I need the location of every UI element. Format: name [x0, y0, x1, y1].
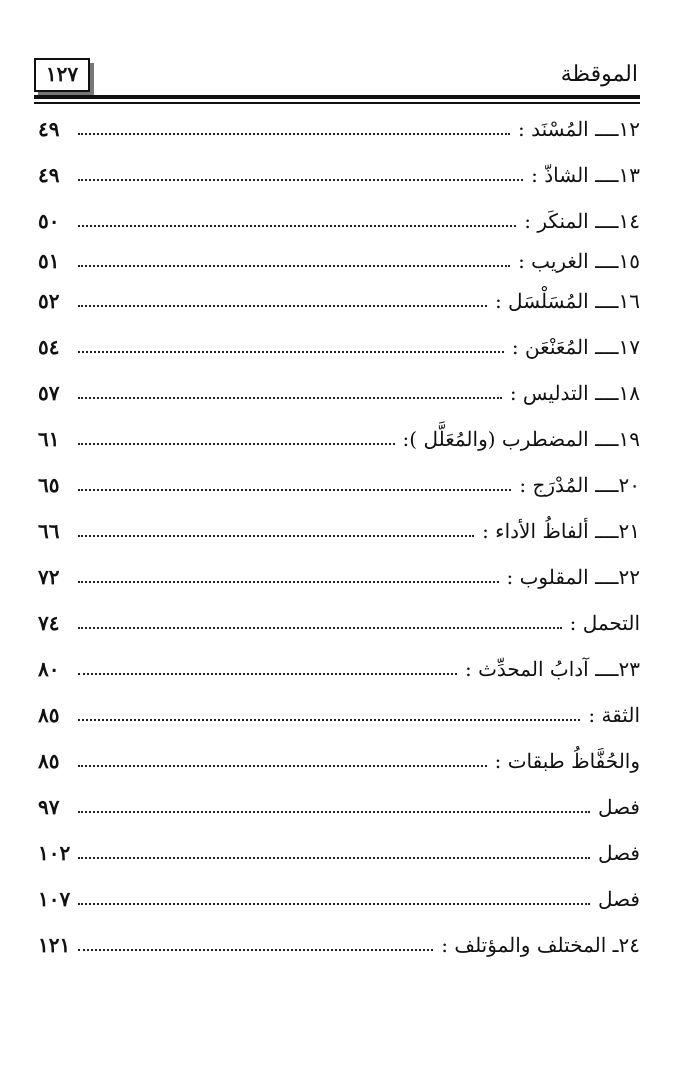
toc-entry-label: ١٢ــــ المُسْنَد :: [518, 117, 640, 141]
toc-entry-label: فصل: [597, 795, 640, 819]
toc-entry-page: ٧٢: [38, 565, 60, 589]
toc-entry-label: ١٩ــــ المضطرب (والمُعَلَّل ):: [402, 427, 640, 451]
toc-entry-page: ٥١: [38, 249, 60, 273]
toc-entry: [38, 738, 640, 784]
toc-entry: [38, 416, 640, 462]
toc-entry: [38, 646, 640, 692]
dot-leader: [78, 397, 502, 399]
toc-entry-page: ٨٠: [38, 657, 60, 681]
toc-entry: [38, 508, 640, 554]
toc-entry-page: ٥٠: [38, 209, 60, 233]
dot-leader: [78, 903, 590, 905]
toc-entry-label: والحُفَّاظُ طبقات :: [494, 749, 640, 773]
toc-entry-label: ٢٠ــــ المُدْرَج :: [519, 473, 640, 497]
dot-leader: [78, 443, 395, 445]
toc-entry: [38, 922, 640, 968]
dot-leader: [78, 265, 510, 267]
toc-entry-label: ٢٣ــــ آدابُ المحدِّث :: [464, 657, 640, 681]
toc-entry: [38, 876, 640, 922]
toc-entry-label: ١٤ــــ المنكَر :: [524, 209, 640, 233]
dot-leader: [78, 179, 523, 181]
toc-entry-label: ١٧ــــ المُعَنْعَن :: [511, 335, 640, 359]
toc-entry-page: ٦٥: [38, 473, 60, 497]
toc-entry: [38, 278, 640, 324]
dot-leader: [78, 133, 510, 135]
toc-entry-page: ٩٧: [38, 795, 60, 819]
table-of-contents: [38, 106, 640, 968]
toc-entry: [38, 692, 640, 738]
toc-entry-label: فصل: [597, 887, 640, 911]
toc-entry: [38, 244, 640, 278]
dot-leader: [78, 535, 474, 537]
toc-entry-page: ٦١: [38, 427, 60, 451]
dot-leader: [78, 857, 590, 859]
toc-entry-label: فصل: [597, 841, 640, 865]
dot-leader: [78, 225, 516, 227]
dot-leader: [78, 719, 580, 721]
toc-entry: [38, 106, 640, 152]
toc-entry-label: ١٨ــــ التدليس :: [509, 381, 640, 405]
toc-entry: [38, 830, 640, 876]
toc-entry-page: ١٠٧: [38, 887, 71, 911]
dot-leader: [78, 627, 562, 629]
toc-entry-label: ٢٤ـ المختلف والمؤتلف :: [441, 933, 640, 957]
dot-leader: [78, 811, 590, 813]
toc-entry-label: ٢٢ــــ المقلوب :: [506, 565, 640, 589]
toc-entry-page: ٥٤: [38, 335, 60, 359]
dot-leader: [78, 581, 499, 583]
toc-entry-page: ١٠٢: [38, 841, 71, 865]
toc-entry-page: ٥٢: [38, 289, 60, 313]
toc-entry-label: ١٥ــــ الغريب :: [518, 249, 640, 273]
toc-entry-page: ٥٧: [38, 381, 60, 405]
toc-entry: [38, 152, 640, 198]
dot-leader: [78, 765, 487, 767]
toc-entry: [38, 198, 640, 244]
toc-entry: [38, 462, 640, 508]
toc-entry-label: ١٦ــــ المُسَلْسَل :: [494, 289, 640, 313]
toc-entry-label: ١٣ــــ الشاذّ :: [531, 163, 640, 187]
dot-leader: [78, 489, 511, 491]
dot-leader: [78, 949, 433, 951]
toc-entry: [38, 370, 640, 416]
dot-leader: [78, 673, 457, 675]
dot-leader: [78, 351, 504, 353]
toc-entry: [38, 554, 640, 600]
toc-entry-page: ٦٦: [38, 519, 60, 543]
toc-entry-page: ٨٥: [38, 749, 60, 773]
toc-entry-label: الثقة :: [588, 703, 640, 727]
header-rule-thin: [34, 102, 640, 104]
toc-entry: [38, 784, 640, 830]
toc-entry-page: ٤٩: [38, 117, 60, 141]
toc-entry: [38, 600, 640, 646]
toc-entry-page: ١٢١: [38, 933, 71, 957]
page-header: [0, 0, 680, 110]
page-number-badge: ١٢٧: [34, 58, 90, 92]
toc-entry: [38, 324, 640, 370]
toc-entry-label: التحمل :: [569, 611, 640, 635]
dot-leader: [78, 305, 487, 307]
header-rule-thick: [34, 95, 640, 99]
toc-entry-label: ٢١ــــ ألفاظُ الأداء :: [482, 519, 640, 543]
running-title: الموقظة: [560, 62, 638, 87]
toc-entry-page: ٨٥: [38, 703, 60, 727]
toc-entry-page: ٤٩: [38, 163, 60, 187]
toc-entry-page: ٧٤: [38, 611, 60, 635]
